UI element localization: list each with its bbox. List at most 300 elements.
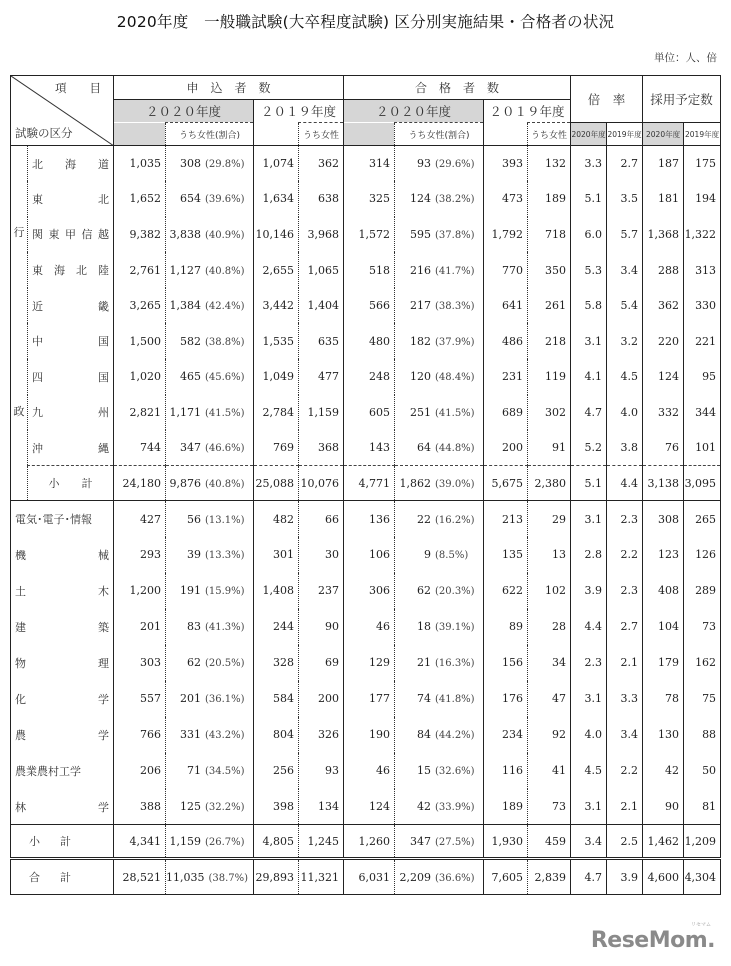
passers-2019-cell: 1,930 xyxy=(484,825,528,859)
category-char: 電気･電子･情報 xyxy=(15,513,92,527)
applicants-2020-women-pct: (20.5%) xyxy=(205,658,245,670)
applicants-2020-women-cell: 11,035 (38.7%) xyxy=(166,859,254,895)
applicants-2019-cell: 256 xyxy=(254,753,299,789)
category-char: 小 xyxy=(29,835,40,849)
passers-2019-cell: 89 xyxy=(484,609,528,645)
passers-2020-women-cell: 93 (29.6%) xyxy=(395,146,484,182)
passers-2019-cell: 622 xyxy=(484,573,528,609)
applicants-2020-cell: 2,761 xyxy=(114,252,166,288)
hires-2019-cell: 265 xyxy=(684,501,721,537)
hires-2020-cell: 1,368 xyxy=(643,217,684,253)
ratio-2019-cell: 2.7 xyxy=(607,146,643,182)
passers-2020-women-cell: 64 (44.8%) xyxy=(395,430,484,466)
applicants-2020-women-cell: 3,838 (40.9%) xyxy=(166,217,254,253)
passers-2020-women-cell: 18 (39.1%) xyxy=(395,609,484,645)
passers-2019-women-cell: 119 xyxy=(528,359,571,395)
passers-2020-header: ２０２０年度 xyxy=(344,100,484,123)
passers-2020-women-pct: (39.1%) xyxy=(435,622,475,634)
passers-2019-cell: 234 xyxy=(484,717,528,753)
applicants-2019-women-cell: 477 xyxy=(299,359,344,395)
admin-label-bottom: 政 xyxy=(13,405,25,418)
passers-2019-women-cell: 718 xyxy=(528,217,571,253)
hires-2019-cell: 88 xyxy=(684,717,721,753)
applicants-2019-cell: 2,784 xyxy=(254,395,299,431)
region-name-cell xyxy=(28,359,114,395)
applicants-2020-women-pct: (42.4%) xyxy=(205,301,245,313)
applicants-2020-women-cell: 39 (13.3%) xyxy=(166,537,254,573)
ratio-2019-cell: 3.5 xyxy=(607,181,643,217)
passers-2020-women-pct: (27.5%) xyxy=(435,836,475,848)
applicants-2019-women-cell: 635 xyxy=(299,323,344,359)
passers-2019-women-cell: 73 xyxy=(528,789,571,825)
passers-2019-women-cell: 102 xyxy=(528,573,571,609)
item-label: 項 目 xyxy=(55,81,101,95)
region-name-cell xyxy=(28,288,114,324)
category-char: 畿 xyxy=(98,299,109,313)
applicants-2020-cell: 1,652 xyxy=(114,181,166,217)
hires-2020-cell: 90 xyxy=(643,789,684,825)
category-char: 海 xyxy=(65,157,76,171)
passers-2020-cell: 129 xyxy=(344,645,395,681)
passers-2020-cell: 4,771 xyxy=(344,466,395,501)
admin-group-label xyxy=(11,146,28,501)
applicants-2019-cell: 1,535 xyxy=(254,323,299,359)
hires-2020-cell: 362 xyxy=(643,288,684,324)
category-char: 沖 xyxy=(32,441,43,455)
subtotal-label-cell xyxy=(28,466,114,501)
passers-2020-women-subheader: うち女性(割合) xyxy=(395,123,484,146)
passers-2020-women-pct: (20.3%) xyxy=(435,586,475,598)
category-char: 建 xyxy=(15,620,26,634)
applicants-2019-women-cell: 638 xyxy=(299,181,344,217)
hires-2019-cell: 330 xyxy=(684,288,721,324)
applicants-2019-women-cell: 93 xyxy=(299,753,344,789)
applicants-2020-total-subheader xyxy=(114,123,166,146)
passers-2019-cell: 486 xyxy=(484,323,528,359)
subtotal-label-cell xyxy=(11,825,114,859)
passers-2020-women-pct: (48.4%) xyxy=(435,372,475,384)
applicants-2019-women-cell: 66 xyxy=(299,501,344,537)
hires-2019-cell: 221 xyxy=(684,323,721,359)
category-char: 木 xyxy=(98,584,109,598)
passers-2020-women-cell: 347 (27.5%) xyxy=(395,825,484,859)
applicants-2019-women-cell: 11,321 xyxy=(299,859,344,895)
table-row xyxy=(11,359,721,395)
ratio-2020-cell: 5.1 xyxy=(571,181,607,217)
applicants-2019-women-cell: 30 xyxy=(299,537,344,573)
passers-2019-cell: 213 xyxy=(484,501,528,537)
passers-2019-total-subheader xyxy=(484,123,528,146)
applicants-2020-women-cell: 1,171 (41.5%) xyxy=(166,395,254,431)
applicants-2019-cell: 584 xyxy=(254,681,299,717)
category-char: 陸 xyxy=(98,264,109,278)
applicants-2020-women-pct: (46.6%) xyxy=(205,443,245,455)
applicants-2020-women-cell: 62 (20.5%) xyxy=(166,645,254,681)
applicants-2019-women-cell: 134 xyxy=(299,789,344,825)
category-char: 計 xyxy=(60,871,71,885)
hires-2019-cell: 126 xyxy=(684,537,721,573)
hires-2019-cell: 3,095 xyxy=(684,466,721,501)
category-char: 農 xyxy=(15,728,26,742)
applicants-2020-women-pct: (45.6%) xyxy=(205,372,245,384)
category-char: 関 xyxy=(32,228,43,242)
passers-2020-cell: 46 xyxy=(344,609,395,645)
ratio-2019-cell: 2.2 xyxy=(607,537,643,573)
applicants-2020-women-subheader: うち女性(割合) xyxy=(166,123,254,146)
subject-name-cell xyxy=(11,717,114,753)
passers-2020-women-pct: (8.5%) xyxy=(435,550,469,562)
category-char: 理 xyxy=(98,656,109,670)
table-row xyxy=(11,645,721,681)
applicants-2020-cell: 293 xyxy=(114,537,166,573)
applicants-2019-women-cell: 362 xyxy=(299,146,344,182)
category-char: 国 xyxy=(98,335,109,349)
passers-2020-women-pct: (32.6%) xyxy=(435,766,475,778)
hires-2020-cell: 308 xyxy=(643,501,684,537)
applicants-2020-women-pct: (29.8%) xyxy=(205,159,245,171)
applicants-2020-cell: 388 xyxy=(114,789,166,825)
category-char: 築 xyxy=(98,620,109,634)
category-char: 縄 xyxy=(98,441,109,455)
applicants-2020-women-pct: (39.6%) xyxy=(205,194,245,206)
passers-2020-women-cell: 42 (33.9%) xyxy=(395,789,484,825)
applicants-2020-women-pct: (13.1%) xyxy=(205,514,245,526)
ratio-2020-cell: 5.1 xyxy=(571,466,607,501)
passers-2020-cell: 177 xyxy=(344,681,395,717)
applicants-2019-women-cell: 1,245 xyxy=(299,825,344,859)
category-char: 械 xyxy=(98,548,109,562)
applicants-2019-cell: 10,146 xyxy=(254,217,299,253)
category-char: 学 xyxy=(98,728,109,742)
ratio-2019-cell: 2.2 xyxy=(607,753,643,789)
hires-2020-cell: 124 xyxy=(643,359,684,395)
passers-2020-women-pct: (37.9%) xyxy=(435,336,475,348)
applicants-2020-women-pct: (34.5%) xyxy=(205,766,245,778)
hires-2020-cell: 42 xyxy=(643,753,684,789)
passers-2019-cell: 231 xyxy=(484,359,528,395)
passers-2020-cell: 325 xyxy=(344,181,395,217)
ratio-header: 倍 率 xyxy=(571,76,643,123)
passers-2020-women-pct: (38.2%) xyxy=(435,194,475,206)
subject-name-cell xyxy=(11,609,114,645)
passers-2020-cell: 480 xyxy=(344,323,395,359)
ratio-2020-cell: 3.1 xyxy=(571,681,607,717)
category-char: 北 xyxy=(98,192,109,206)
admin-subtotal-row xyxy=(11,466,721,501)
passers-2019-cell: 135 xyxy=(484,537,528,573)
ratio-2020-cell: 3.9 xyxy=(571,573,607,609)
passers-2020-women-cell: 217 (38.3%) xyxy=(395,288,484,324)
passers-2019-cell: 770 xyxy=(484,252,528,288)
passers-2019-women-cell: 13 xyxy=(528,537,571,573)
applicants-2019-cell: 25,088 xyxy=(254,466,299,501)
ratio-2019-cell: 4.5 xyxy=(607,359,643,395)
applicants-2019-cell: 244 xyxy=(254,609,299,645)
applicants-2020-cell: 557 xyxy=(114,681,166,717)
applicants-2019-cell: 4,805 xyxy=(254,825,299,859)
applicants-2019-women-cell: 69 xyxy=(299,645,344,681)
table-row xyxy=(11,537,721,573)
passers-2020-women-cell: 62 (20.3%) xyxy=(395,573,484,609)
applicants-2019-cell: 301 xyxy=(254,537,299,573)
table-row xyxy=(11,430,721,466)
admin-label-top: 行 xyxy=(13,226,25,239)
table-row xyxy=(11,753,721,789)
hires-2020-cell: 78 xyxy=(643,681,684,717)
passers-header: 合 格 者 数 xyxy=(344,76,571,100)
passers-2020-women-pct: (37.8%) xyxy=(435,229,475,241)
hires-2019-cell: 50 xyxy=(684,753,721,789)
hires-2019-subheader: 2019年度 xyxy=(684,123,721,146)
table-row xyxy=(11,573,721,609)
applicants-2020-women-pct: (41.5%) xyxy=(205,407,245,419)
applicants-2020-women-cell: 201 (36.1%) xyxy=(166,681,254,717)
unit-label: 単位：人、倍 xyxy=(654,52,717,64)
passers-2020-women-cell: 595 (37.8%) xyxy=(395,217,484,253)
table-row xyxy=(11,609,721,645)
passers-2020-women-cell: 120 (48.4%) xyxy=(395,359,484,395)
hires-2020-subheader: 2020年度 xyxy=(643,123,684,146)
logo-ruby: リセマム xyxy=(691,922,711,928)
category-char: 学 xyxy=(98,692,109,706)
subject-name-cell xyxy=(11,645,114,681)
passers-2020-women-pct: (41.5%) xyxy=(435,407,475,419)
hires-2019-cell: 1,322 xyxy=(684,217,721,253)
ratio-2020-cell: 4.0 xyxy=(571,717,607,753)
hires-2019-cell: 101 xyxy=(684,430,721,466)
planned-hires-header: 採用予定数 xyxy=(643,76,721,123)
passers-2020-women-cell: 15 (32.6%) xyxy=(395,753,484,789)
ratio-2019-subheader: 2019年度 xyxy=(607,123,643,146)
applicants-2020-cell: 1,035 xyxy=(114,146,166,182)
hires-2019-cell: 289 xyxy=(684,573,721,609)
ratio-2020-cell: 4.7 xyxy=(571,395,607,431)
applicants-2020-cell: 201 xyxy=(114,609,166,645)
passers-2020-cell: 106 xyxy=(344,537,395,573)
hires-2020-cell: 130 xyxy=(643,717,684,753)
ratio-2019-cell: 3.9 xyxy=(607,859,643,895)
category-char: 道 xyxy=(98,157,109,171)
table-row xyxy=(11,681,721,717)
hires-2019-cell: 313 xyxy=(684,252,721,288)
ratio-2019-cell: 2.3 xyxy=(607,573,643,609)
applicants-2020-cell: 9,382 xyxy=(114,217,166,253)
region-name-cell xyxy=(28,181,114,217)
applicants-2019-cell: 804 xyxy=(254,717,299,753)
applicants-2020-cell: 1,200 xyxy=(114,573,166,609)
passers-2020-women-pct: (41.8%) xyxy=(435,694,475,706)
hires-2019-cell: 162 xyxy=(684,645,721,681)
category-char: 土 xyxy=(15,584,26,598)
category-char: 海 xyxy=(54,264,65,278)
table-row xyxy=(11,717,721,753)
passers-2019-header: ２０１９年度 xyxy=(484,100,571,123)
hires-2020-cell: 220 xyxy=(643,323,684,359)
applicants-2019-women-cell: 1,065 xyxy=(299,252,344,288)
passers-2020-cell: 6,031 xyxy=(344,859,395,895)
passers-2020-women-cell: 9 (8.5%) xyxy=(395,537,484,573)
applicants-2019-cell: 1,408 xyxy=(254,573,299,609)
applicants-2020-women-cell: 56 (13.1%) xyxy=(166,501,254,537)
ratio-2020-cell: 3.4 xyxy=(571,825,607,859)
passers-2020-women-cell: 84 (44.2%) xyxy=(395,717,484,753)
hires-2020-cell: 332 xyxy=(643,395,684,431)
ratio-2020-cell: 2.3 xyxy=(571,645,607,681)
applicants-2019-women-cell: 10,076 xyxy=(299,466,344,501)
hires-2019-cell: 73 xyxy=(684,609,721,645)
ratio-2020-cell: 4.1 xyxy=(571,359,607,395)
passers-2020-total-subheader xyxy=(344,123,395,146)
applicants-2020-women-cell: 71 (34.5%) xyxy=(166,753,254,789)
ratio-2020-cell: 5.2 xyxy=(571,430,607,466)
passers-2020-cell: 143 xyxy=(344,430,395,466)
region-name-cell xyxy=(28,146,114,182)
subject-name-cell xyxy=(11,501,114,537)
subject-name-cell xyxy=(11,789,114,825)
category-char: 小 xyxy=(48,477,60,491)
applicants-2020-women-pct: (38.8%) xyxy=(205,336,245,348)
applicants-2019-women-cell: 1,159 xyxy=(299,395,344,431)
category-char: 国 xyxy=(98,370,109,384)
subject-name-cell xyxy=(11,573,114,609)
hires-2019-cell: 75 xyxy=(684,681,721,717)
table-row xyxy=(11,252,721,288)
subject-name-cell xyxy=(11,753,114,789)
hires-2019-cell: 194 xyxy=(684,181,721,217)
applicants-2020-women-cell: 1,159 (26.7%) xyxy=(166,825,254,859)
table-row xyxy=(11,395,721,431)
results-table xyxy=(10,75,721,895)
ratio-2019-cell: 4.0 xyxy=(607,395,643,431)
applicants-2020-cell: 744 xyxy=(114,430,166,466)
applicants-2020-cell: 2,821 xyxy=(114,395,166,431)
passers-2019-women-cell: 132 xyxy=(528,146,571,182)
table-row xyxy=(11,323,721,359)
applicants-2020-women-pct: (40.8%) xyxy=(205,265,245,277)
applicants-2020-women-pct: (40.9%) xyxy=(205,229,245,241)
passers-2019-cell: 156 xyxy=(484,645,528,681)
hires-2020-cell: 181 xyxy=(643,181,684,217)
passers-2020-cell: 314 xyxy=(344,146,395,182)
applicants-2019-cell: 29,893 xyxy=(254,859,299,895)
ratio-2020-cell: 4.5 xyxy=(571,753,607,789)
passers-2019-cell: 7,605 xyxy=(484,859,528,895)
passers-2019-cell: 176 xyxy=(484,681,528,717)
category-char: 東 xyxy=(32,264,43,278)
passers-2019-women-cell: 47 xyxy=(528,681,571,717)
passers-2020-women-cell: 182 (37.9%) xyxy=(395,323,484,359)
table-row xyxy=(11,501,721,537)
passers-2019-women-cell: 28 xyxy=(528,609,571,645)
applicants-2019-women-cell: 90 xyxy=(299,609,344,645)
hires-2020-cell: 288 xyxy=(643,252,684,288)
hires-2019-cell: 344 xyxy=(684,395,721,431)
passers-2020-women-cell: 1,862 (39.0%) xyxy=(395,466,484,501)
passers-2020-cell: 46 xyxy=(344,753,395,789)
grand-total-row xyxy=(11,859,721,895)
applicants-2020-women-cell: 582 (38.8%) xyxy=(166,323,254,359)
applicants-2019-cell: 398 xyxy=(254,789,299,825)
passers-2019-women-cell: 2,380 xyxy=(528,466,571,501)
hires-2020-cell: 1,462 xyxy=(643,825,684,859)
applicants-2020-cell: 4,341 xyxy=(114,825,166,859)
applicants-2019-women-cell: 1,404 xyxy=(299,288,344,324)
applicants-2019-header: ２０１９年度 xyxy=(254,100,344,123)
passers-2020-cell: 1,572 xyxy=(344,217,395,253)
passers-2020-cell: 136 xyxy=(344,501,395,537)
applicants-2020-women-cell: 1,127 (40.8%) xyxy=(166,252,254,288)
table-row xyxy=(11,146,721,182)
applicants-2019-women-subheader: うち女性 xyxy=(299,123,344,146)
passers-2019-cell: 1,792 xyxy=(484,217,528,253)
hires-2019-cell: 175 xyxy=(684,146,721,182)
applicants-2020-header: ２０２０年度 xyxy=(114,100,254,123)
passers-2019-cell: 473 xyxy=(484,181,528,217)
table-row xyxy=(11,288,721,324)
hires-2019-cell: 81 xyxy=(684,789,721,825)
region-name-cell xyxy=(28,217,114,253)
corner-header-cell xyxy=(11,76,114,146)
passers-2020-women-pct: (38.3%) xyxy=(435,301,475,313)
ratio-2020-cell: 4.4 xyxy=(571,609,607,645)
applicants-2019-cell: 1,074 xyxy=(254,146,299,182)
hires-2020-cell: 408 xyxy=(643,573,684,609)
ratio-2019-cell: 3.8 xyxy=(607,430,643,466)
hires-2019-cell: 4,304 xyxy=(684,859,721,895)
hires-2020-cell: 179 xyxy=(643,645,684,681)
hires-2019-cell: 1,209 xyxy=(684,825,721,859)
ratio-2020-cell: 5.3 xyxy=(571,252,607,288)
ratio-2019-cell: 2.5 xyxy=(607,825,643,859)
applicants-2019-cell: 482 xyxy=(254,501,299,537)
category-label: 試験の区分 xyxy=(15,126,73,140)
ratio-2019-cell: 3.4 xyxy=(607,717,643,753)
applicants-2020-women-cell: 308 (29.8%) xyxy=(166,146,254,182)
applicants-2020-women-cell: 1,384 (42.4%) xyxy=(166,288,254,324)
passers-2019-cell: 689 xyxy=(484,395,528,431)
category-char: 化 xyxy=(15,692,26,706)
passers-2020-cell: 1,260 xyxy=(344,825,395,859)
ratio-2019-cell: 4.4 xyxy=(607,466,643,501)
passers-2019-women-cell: 29 xyxy=(528,501,571,537)
passers-2020-cell: 248 xyxy=(344,359,395,395)
ratio-2020-cell: 2.8 xyxy=(571,537,607,573)
applicants-2020-women-cell: 465 (45.6%) xyxy=(166,359,254,395)
applicants-header: 申 込 者 数 xyxy=(114,76,344,100)
applicants-2020-women-cell: 331 (43.2%) xyxy=(166,717,254,753)
applicants-2019-women-cell: 200 xyxy=(299,681,344,717)
applicants-2019-women-cell: 368 xyxy=(299,430,344,466)
applicants-2020-women-pct: (15.9%) xyxy=(205,586,245,598)
ratio-2020-cell: 3.3 xyxy=(571,146,607,182)
passers-2020-women-cell: 2,209 (36.6%) xyxy=(395,859,484,895)
applicants-2020-cell: 28,521 xyxy=(114,859,166,895)
passers-2020-cell: 124 xyxy=(344,789,395,825)
ratio-2019-cell: 3.2 xyxy=(607,323,643,359)
hires-2020-cell: 123 xyxy=(643,537,684,573)
ratio-2020-cell: 3.1 xyxy=(571,323,607,359)
category-char: 北 xyxy=(32,157,43,171)
passers-2020-cell: 605 xyxy=(344,395,395,431)
applicants-2020-women-pct: (13.3%) xyxy=(205,550,245,562)
passers-2020-women-pct: (36.6%) xyxy=(435,872,475,884)
passers-2019-women-cell: 350 xyxy=(528,252,571,288)
applicants-2019-cell: 2,655 xyxy=(254,252,299,288)
passers-2020-women-cell: 21 (16.3%) xyxy=(395,645,484,681)
passers-2020-women-cell: 74 (41.8%) xyxy=(395,681,484,717)
category-char: 学 xyxy=(98,800,109,814)
table-row xyxy=(11,181,721,217)
